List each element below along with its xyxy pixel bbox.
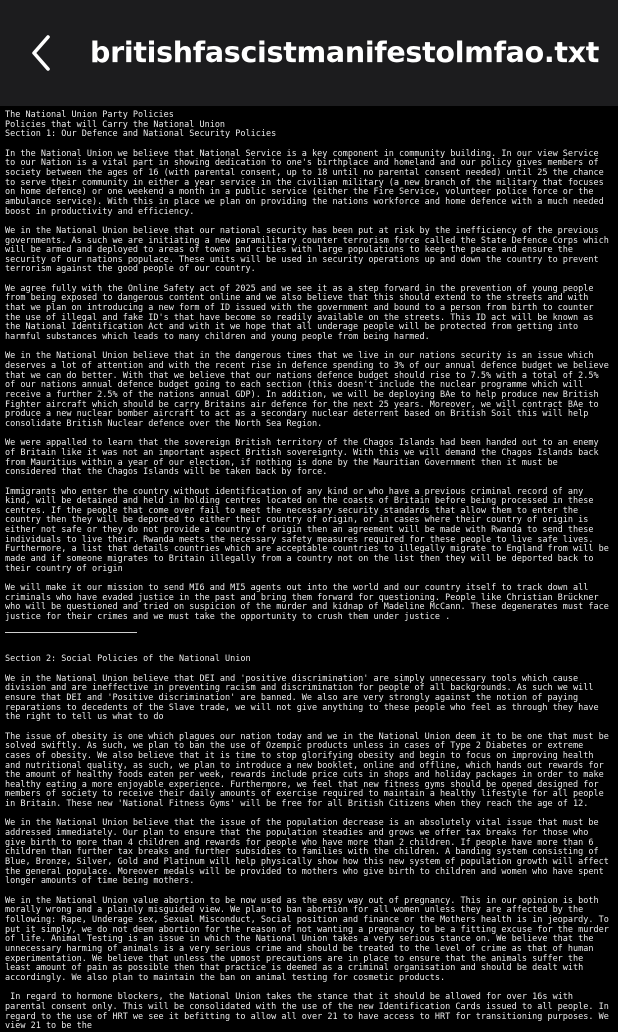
paragraph: Immigrants who enter the country without identification of any kind or who have a previous criminal record of any kind, will be detained and held in holding centres located on the coasts of Britain before being processed in these centres. If the people that come over fail to meet the necessary security standards that allow them to enter the country then they will be deported to either their country of origin, or in cases where their country of origin is either not safe or they do not provide a country of origin then an agreement will be made with Rwanda to send these individuals to live their. Rwanda meets the necessary safety measures required for these people to live safe lives. Furthermore, a list that details countries which are acceptable countries to illegally migrate to England from will be made and if someone migrates to Britain illegally from a country not on the list then they will be deported back to their country of origin <box>5 486 614 574</box>
file-title: britishfascistmanifestolmfao.txt <box>90 36 600 69</box>
paragraph: The issue of obesity is one which plagues our nation today and we in the National Union deem it to be one that must be solved swiftly. As such, we plan to ban the use of Ozempic products unless in cases of Type 2 Diabetes or extreme cases of obesity. We also believe that it is time to stop glorifying obesity and begin to focus on improving health and nutritional quality, as such, we plan to introduce a new booklet, online and offline, which hands out rewards for the amount of healthy foods eaten per week, rewards include price cuts in shops and holiday packages in order to make healthy eating a more enjoyable experience. Furthermore, we feel that new fitness gyms should be opened designed for members of society to receive their daily amounts of exercise required to maintain a healthy lifestyle for all people in Britain. These new 'National Fitness Gyms' will be free for all British Citizens when they reach the age of 12. <box>5 731 614 810</box>
section-divider <box>5 632 137 633</box>
paragraph: In regard to hormone blockers, the National Union takes the stance that it should be allowed for over 16s with parental consent only. This will be consolidated with the use of the new Identification Cards issued to all people. In regard to the use of HRT we see it befitting to allow all over 21 to have access to HRT for transitioning purposes. We view 21 to be the <box>5 992 614 1032</box>
paragraph: We will make it our mission to send MI6 and MI5 agents out into the world and our country itself to track down all criminals who have evaded justice in the past and bring them forward for questioning. People like Christian Brückner who will be questioned and tried on suspicion of the murder and kidnap of Madeline McCann. These degenerates must face justice for their crimes and we must take the opportunity to crush them under justice . <box>5 583 614 623</box>
party-title: The National Union Party Policies <box>5 110 174 120</box>
document-viewer[interactable] <box>0 106 618 1032</box>
paragraph: We in the National Union believe that our national security has been put at risk by the inefficiency of the previous governments. As such we are initiating a new paramilitary counter terrorism force called the State Defence Corps which will be armed and deployed to areas of towns and cities with large populations to keep the peace and ensure the security of our nations populace. These units will be used in security operations up and down the country to prevent terrorism against the good people of our country. <box>5 225 614 275</box>
document-body <box>0 106 618 1032</box>
chevron-left-icon <box>24 31 64 75</box>
paragraph: In the National Union we believe that National Service is a key component in community building. In our view Service to our Nation is a vital part in showing dedication to one's birthplace and homeland and our policy gives members of society between the ages of 16 (with parental consent, up to 18 until no parental consent needed) until 25 the chance to serve their community in either a year service in the civilian military (a new branch of the military that focuses on home defence) or one weekend a month in a public service (either the Fire Service, volunteer police force or the ambulance service). With this in place we plan on providing the nations workforce and home defence with a much needed boost in productivity and efficiency. <box>5 148 609 217</box>
paragraph: We were appalled to learn that the sovereign British territory of the Chagos Islands had been handed out to an enemy of Britain like it was not an important aspect British sovereignty. With this we will demand the Chagos Islands back from Mauritius within a year of our election, if nothing is done by the Mauritian Government then it must be considered that the Chagos Islands will be taken back by force. <box>5 438 604 478</box>
paragraph: We in the National Union believe that DEI and 'positive discrimination' are simply unnecessary tools which cause division and are ineffective in preventing racism and discrimination for people of all backgrounds. As such we will ensure that DEI and 'Positive discrimination' are banned. We also are very strongly against the notion of paying reparations to decedents of the Slave trade, we will not give anything to these people who feel as through they have the right to tell us what to do <box>5 673 604 723</box>
document-heading <box>5 111 613 140</box>
paragraph: We agree fully with the Online Safety act of 2025 and we see it as a step forward in the prevention of young people from being exposed to dangerous content online and we also believe that this should extend to the streets and with that we plan on introducing a new form of ID issued with the government and bound to a person from birth to counter the use of illegal and fake ID's that have become so readily available on the streets. This ID act will be known as the National Identification Act and with it we hope that all underage people will be protected from getting into harmful substances which leads to many children and young people from being harmed. <box>5 283 599 343</box>
back-button[interactable] <box>24 31 64 75</box>
app-header <box>0 0 618 106</box>
paragraph: We in the National Union believe that in the dangerous times that we live in our nations security is an issue which deserves a lot of attention and with the recent rise in defence spending to 3% of our annual defence budget we believe that we can do better. With that we believe that our nations defence budget should rise to 7.5% with a total of 2.5% of our nations annual defence budget going to each section (this doesn't include the nuclear programme which will receive a further 2.5% of the nations annual GDP). In addition, we will be deploying BAe to help produce new British Fighter aircraft which should be carry Britains air defence for the next 25 years. Moreover, we will contract BAe to produce a new nuclear bomber aircraft to act as a secondary nuclear deterrent based on British Soil this will help consolidate British Nuclear defence over the North Sea Region. <box>5 351 614 429</box>
paragraph: We in the National Union believe that the issue of the population decrease is an absolutely vital issue that must be addressed immediately. Our plan to ensure that the population steadies and grows we offer tax breaks for those who give birth to more than 4 children and rewards for people who have more than 2 children. If people have more than 6 children than further tax breaks and further subsidies to families with the children. A banding system consisting of Blue, Bronze, Silver, Gold and Platinum will help physically show how this new system of population growth will affect the general populace. Moreover medals will be provided to mothers who give birth to children and women who have spent longer amounts of time being mothers. <box>5 818 614 887</box>
policies-subtitle: Policies that will Carry the National Union <box>5 119 226 130</box>
section-1-heading: Section 1: Our Defence and National Security Policies <box>5 129 277 140</box>
section-2-heading: Section 2: Social Policies of the National Union <box>5 654 251 665</box>
paragraph: We in the National Union value abortion to be now used as the easy way out of pregnancy. This in our opinion is both morally wrong and a plainly misguided view. We plan to ban abortion for all women unless they are affected by the following: Rape, Underage sex, Sexual Misconduct, Social position and finance or the Mothers health is in jeopardy. To put it simply, we do not deem abortion for the reason of not wanting a pregnancy to be a fitting excuse for the murder of life. Animal Testing is an issue in which the National Union takes a very serious stance on. We believe that the unnecessary harming of animals is a very serious crime and should be treated to the level of crime as that of human experimentation. We believe that unless the upmost precautions are in place to ensure that the animals suffer the least amount of pain as possible then that practice is deemed as a criminal organisation and should be dealt with accordingly. We also plan to maintain the ban on animal testing for cosmetic products. <box>5 895 614 983</box>
